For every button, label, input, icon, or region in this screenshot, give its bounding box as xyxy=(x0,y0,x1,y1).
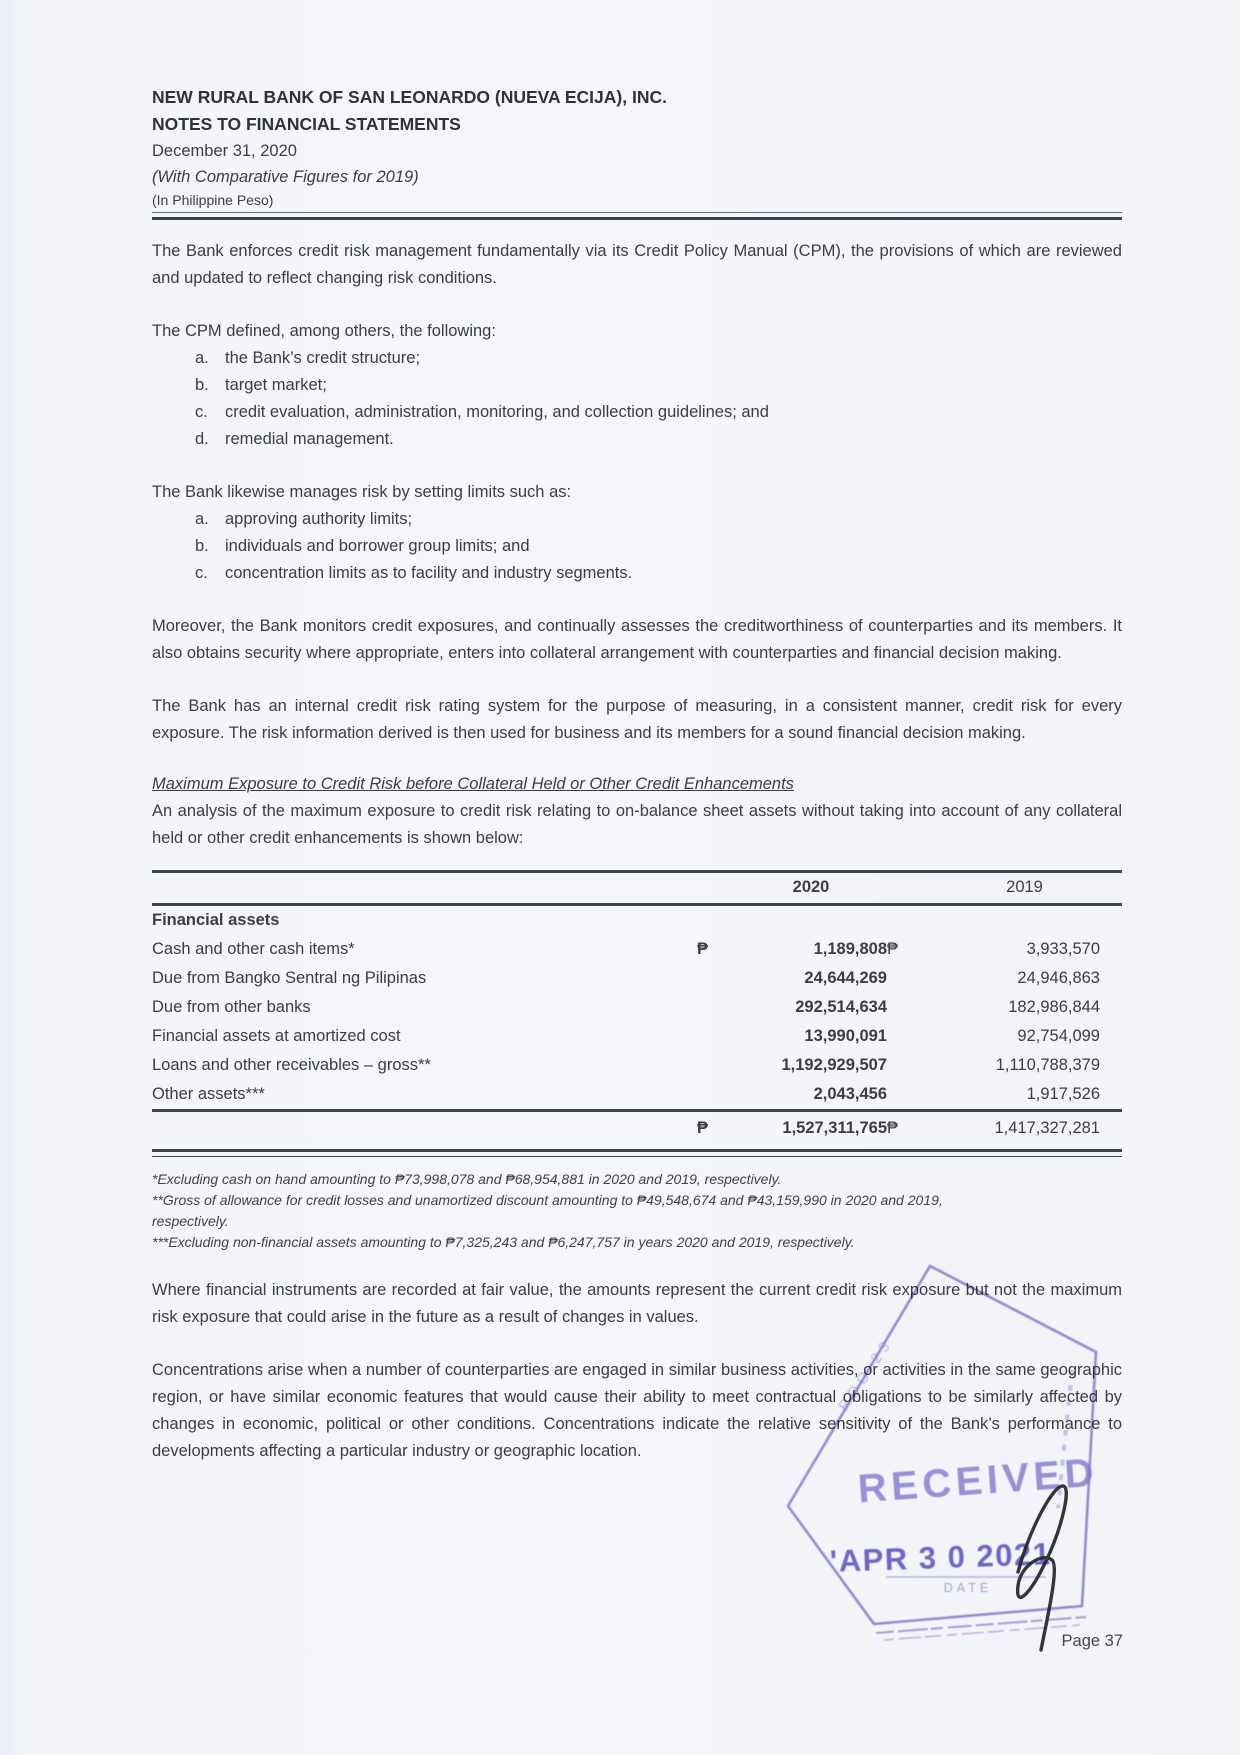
header-bank-name: NEW RURAL BANK OF SAN LEONARDO (NUEVA ECIJA), INC. xyxy=(152,87,667,107)
table-bottom-rule xyxy=(152,1149,1122,1157)
header-rule xyxy=(152,212,1122,220)
peso-sign: ₱ xyxy=(887,1119,899,1137)
list-item xyxy=(152,345,1122,372)
list-marker: a. xyxy=(195,349,209,367)
peso-sign: ₱ xyxy=(697,1119,709,1137)
peso-sign: ₱ xyxy=(887,940,899,958)
stamp-date-value: 'APR 3 0 2021 xyxy=(829,1536,1052,1579)
peso-sign: ₱ xyxy=(697,940,709,958)
list-item xyxy=(152,560,1122,587)
list-item xyxy=(152,399,1122,426)
page-number: Page 37 xyxy=(1061,1632,1123,1650)
cell-value-2020: 292,514,634 xyxy=(795,998,887,1016)
paragraph-moreover: Moreover, the Bank monitors credit exposures, and continually assesses the creditworthiness of counterparties and its members. It also obtains security where appropriate, enters into collateral arrangement with counterparties and financial decision making. xyxy=(152,617,1122,662)
list-text: individuals and borrower group limits; and xyxy=(225,537,530,555)
list-text: concentration limits as to facility and industry segments. xyxy=(225,564,633,582)
cell-value-2020: 1,192,929,507 xyxy=(781,1056,887,1074)
list-text: target market; xyxy=(225,376,327,394)
list-item xyxy=(152,372,1122,399)
column-header-2020: 2020 xyxy=(792,878,830,896)
section-heading: Maximum Exposure to Credit Risk before Collateral Held or Other Credit Enhancements xyxy=(152,775,794,793)
cell-total-2019: 1,417,327,281 xyxy=(994,1119,1100,1137)
footnote-1: *Excluding cash on hand amounting to ₱73,998,078 and ₱68,954,881 in 2020 and 2019, respectively. xyxy=(152,1171,782,1187)
stamp-received-label: RECEIVED xyxy=(856,1450,1100,1512)
header-currency-line: (In Philippine Peso) xyxy=(152,192,274,208)
list-item xyxy=(152,533,1122,560)
cell-label: Due from other banks xyxy=(152,998,311,1016)
stamp-border-inner-line xyxy=(876,1617,1086,1633)
cell-label: Loans and other receivables – gross** xyxy=(152,1056,431,1074)
stamp-date-label: DATE xyxy=(943,1581,993,1595)
signature-stroke xyxy=(1018,1486,1067,1650)
paragraph-credit-policy: The Bank enforces credit risk management fundamentally via its Credit Policy Manual (CPM), the provisions of which are reviewed and updated to reflect changing risk conditions. xyxy=(152,242,1122,287)
cell-value-2019: 92,754,099 xyxy=(1017,1027,1100,1045)
cell-value-2019: 1,917,526 xyxy=(1026,1085,1100,1103)
cell-value-2019: 24,946,863 xyxy=(1017,969,1100,987)
list-text: the Bank’s credit structure; xyxy=(225,349,421,367)
table-row xyxy=(152,1080,1122,1109)
list-item xyxy=(152,506,1122,533)
paragraph-fair-value: Where financial instruments are recorded at fair value, the amounts represent the current credit risk exposure but not the maximum risk exposure that could arise in the future as a result of changes in values. xyxy=(152,1281,1122,1326)
footnote-2-line1: **Gross of allowance for credit losses and unamortized discount amounting to ₱49,548,674 and ₱43,159,990 in 2020 and 2019, xyxy=(152,1192,943,1208)
column-header-2019: 2019 xyxy=(1006,878,1043,896)
document-page xyxy=(152,84,1122,1465)
paragraph-cpm-intro: The CPM defined, among others, the following: xyxy=(152,322,496,340)
stamp-edge-text: RDO 23 xyxy=(835,1334,897,1415)
list-marker: b. xyxy=(195,376,209,394)
paragraph-rating-system: The Bank has an internal credit risk rating system for the purpose of measuring, in a consistent manner, credit risk for every exposure. The risk information derived is then used for business and its members for a sound financial decision making. xyxy=(152,697,1122,742)
cell-value-2019: 182,986,844 xyxy=(1008,998,1100,1016)
list-text: credit evaluation, administration, monitoring, and collection guidelines; and xyxy=(225,403,769,421)
table-row xyxy=(152,993,1122,1022)
list-text: remedial management. xyxy=(225,430,394,448)
list-marker: c. xyxy=(195,564,208,582)
table-row xyxy=(152,935,1122,964)
footnote-2-line2: respectively. xyxy=(152,1213,229,1229)
cell-total-2020: 1,527,311,765 xyxy=(782,1119,887,1137)
cell-label: Other assets*** xyxy=(152,1085,265,1103)
paragraph-analysis: An analysis of the maximum exposure to credit risk relating to on-balance sheet assets without taking into account of any collateral held or other credit enhancements is shown below: xyxy=(152,802,1122,847)
credit-risk-table xyxy=(152,870,1122,1157)
header-doc-title: NOTES TO FINANCIAL STATEMENTS xyxy=(152,114,461,134)
footnote-3: ***Excluding non-financial assets amounting to ₱7,325,243 and ₱6,247,757 in years 2020 and 2019, respectively. xyxy=(152,1234,855,1250)
cell-label: Cash and other cash items* xyxy=(152,940,355,958)
cell-value-2020: 1,189,808 xyxy=(813,940,887,958)
list-marker: a. xyxy=(195,510,209,528)
cell-value-2020: 13,990,091 xyxy=(804,1027,887,1045)
table-row xyxy=(152,1022,1122,1051)
paragraph-concentrations: Concentrations arise when a number of counterparties are engaged in similar business activities, or activities in the same geographic region, or have similar economic features that would cause their ability to meet contractual obligations to be similarly affected by changes in economic, political or other conditions. Concentrations indicate the relative sensitivity of the Bank’s performance to developments affecting a particular industry or geographic location. xyxy=(152,1361,1122,1460)
cell-value-2020: 2,043,456 xyxy=(813,1085,887,1103)
cell-value-2019: 1,110,788,379 xyxy=(995,1056,1100,1074)
list-marker: c. xyxy=(195,403,208,421)
list-item xyxy=(152,426,1122,453)
list-marker: d. xyxy=(195,430,209,448)
cell-label: Financial assets at amortized cost xyxy=(152,1027,401,1045)
table-header-row xyxy=(152,873,1122,903)
cell-label: Due from Bangko Sentral ng Pilipinas xyxy=(152,969,427,987)
table-total-row xyxy=(152,1112,1122,1149)
list-text: approving authority limits; xyxy=(225,510,413,528)
table-row xyxy=(152,1051,1122,1080)
header-date-line: December 31, 2020 xyxy=(152,142,297,160)
cell-section-label: Financial assets xyxy=(152,911,280,929)
table-row xyxy=(152,964,1122,993)
cell-value-2019: 3,933,570 xyxy=(1026,940,1100,958)
cell-value-2020: 24,644,269 xyxy=(804,969,887,987)
table-section-row xyxy=(152,906,1122,935)
list-marker: b. xyxy=(195,537,209,555)
paragraph-limits-intro: The Bank likewise manages risk by setting limits such as: xyxy=(152,483,572,501)
table-footnotes xyxy=(152,1169,1122,1253)
header-comparative-line: (With Comparative Figures for 2019) xyxy=(152,168,419,186)
